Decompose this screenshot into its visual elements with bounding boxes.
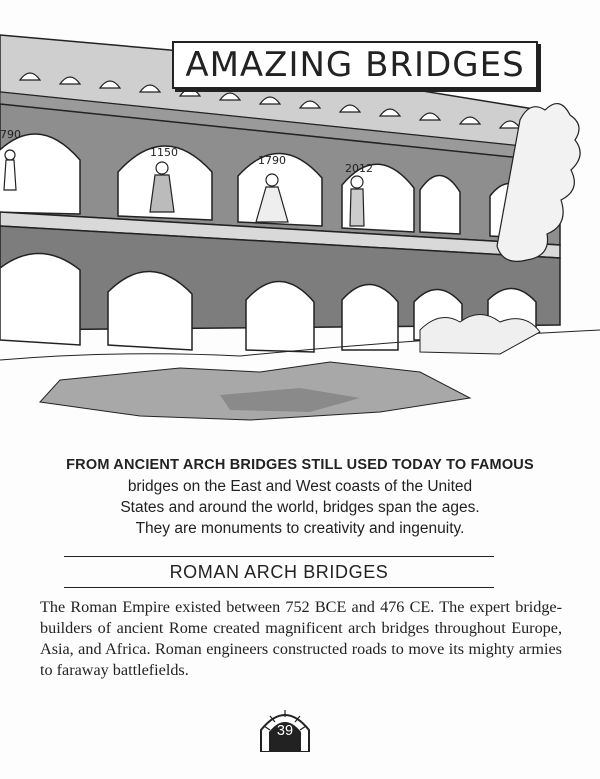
page-number: 39	[276, 723, 294, 739]
page-title: AMAZING BRIDGES	[185, 45, 525, 85]
section-heading-text: ROMAN ARCH BRIDGES	[169, 561, 389, 582]
year-label: 1790	[258, 154, 286, 167]
year-label: 790	[0, 128, 21, 141]
intro-line: bridges on the East and West coasts of the United	[127, 478, 473, 495]
intro-line: They are monuments to creativity and ingenuity.	[135, 520, 465, 537]
intro-line: States and around the world, bridges span the ages.	[120, 499, 480, 516]
title-banner	[172, 41, 538, 89]
intro-lead: FROM ANCIENT ARCH BRIDGES STILL USED TODAY TO FAMOUS	[66, 457, 534, 473]
year-label: 2012	[345, 162, 373, 175]
year-label: 1150	[150, 146, 178, 159]
section-heading	[64, 556, 494, 588]
section-body: The Roman Empire existed between 752 BCE and 476 CE. The expert bridge-builders of ancient Rome created magnificent arch bridges throughout Europe, Asia, and Africa. Roman engineers constructed roads to move its mighty armies to faraway battlefields.	[40, 598, 562, 679]
intro-paragraph	[40, 455, 560, 539]
